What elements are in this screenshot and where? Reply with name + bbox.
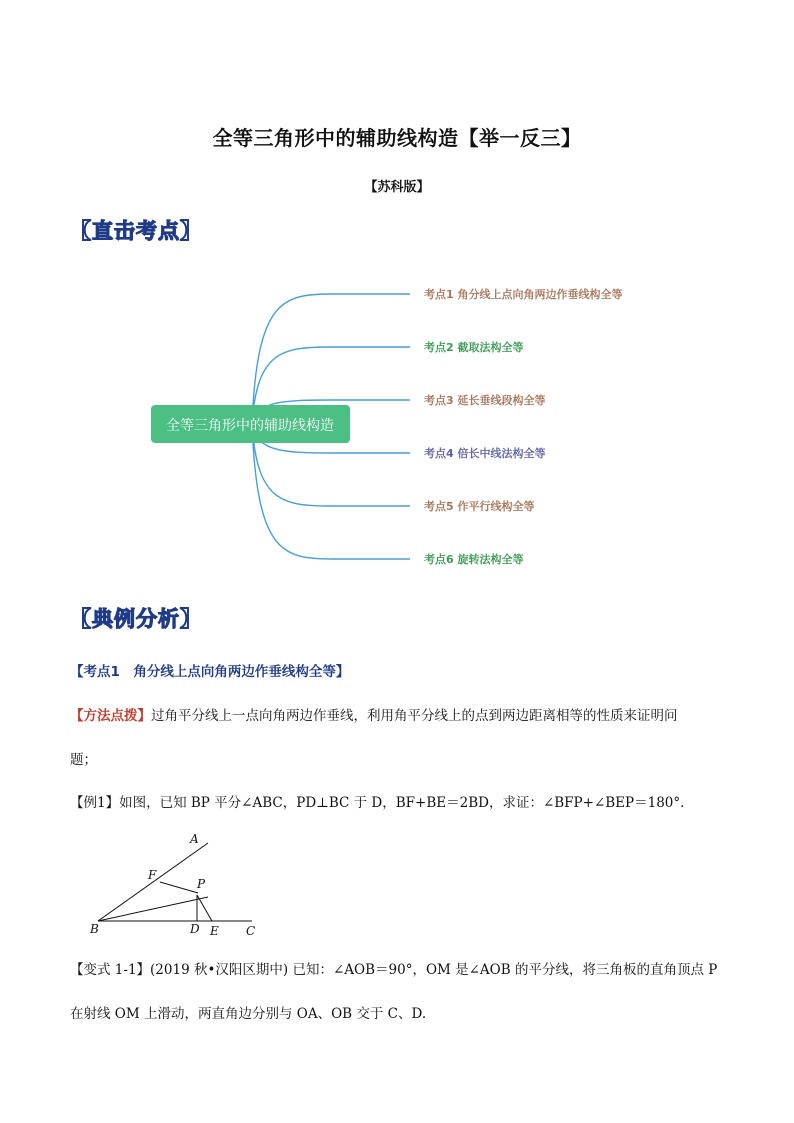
- label-f: F: [148, 868, 157, 882]
- section-banner-direct: 【直击考点】: [70, 219, 202, 243]
- mind-map-center-label: 全等三角形中的辅助线构造: [166, 418, 334, 434]
- page-title: 全等三角形中的辅助线构造【举一反三】: [212, 126, 582, 150]
- mind-map-branch-label: 考点4 倍长中线法构全等: [424, 447, 546, 460]
- section-banner-examples: 【典例分析】: [70, 607, 202, 631]
- example1-statement: 【例1】如图，已知 BP 平分∠ABC，PD⊥BC 于 D，BF+BE＝2BD，求证：∠BFP+∠BEP＝180°.: [70, 795, 685, 811]
- variant-1-1-line1: 【变式 1-1】(2019 秋•汉阳区期中) 已知：∠AOB＝90°，OM 是∠AOB 的平分线，将三角板的直角顶点 P: [70, 962, 718, 978]
- method-tag: 【方法点拨】: [70, 708, 151, 724]
- label-e: E: [210, 924, 219, 938]
- edition-label: 【苏科版】: [364, 180, 430, 195]
- label-p: P: [197, 877, 206, 891]
- geometry-figure: [80, 825, 270, 945]
- mind-map-branch-line: [252, 294, 410, 424]
- mind-map-branch-label: 考点5 作平行线构全等: [424, 500, 535, 513]
- label-d: D: [190, 922, 200, 936]
- label-c: C: [246, 924, 256, 938]
- mind-map-branch-line: [252, 424, 410, 559]
- mind-map-branch-label: 考点3 延长垂线段构全等: [424, 394, 546, 407]
- label-a: A: [190, 832, 199, 846]
- kp1-heading: 【考点1 角分线上点向角两边作垂线构全等】: [70, 664, 350, 680]
- method-paragraph: [70, 706, 730, 726]
- mind-map-branch-label: 考点6 旋转法构全等: [424, 553, 524, 566]
- method-text-line2: 题；: [70, 752, 97, 768]
- segment-fp: [160, 882, 198, 893]
- mind-map-branch-label: 考点2 截取法构全等: [424, 341, 524, 354]
- variant-1-1-line2: 在射线 OM 上滑动，两直角边分别与 OA、OB 交于 C、D.: [70, 1006, 427, 1022]
- method-text-line1: 过角平分线上一点向角两边作垂线，利用角平分线上的点到两边距离相等的性质来证明问: [151, 708, 678, 724]
- segment-pe: [197, 895, 212, 921]
- mind-map: [0, 270, 794, 580]
- mind-map-branch-label: 考点1 角分线上点向角两边作垂线构全等: [424, 288, 623, 301]
- label-b: B: [90, 922, 99, 936]
